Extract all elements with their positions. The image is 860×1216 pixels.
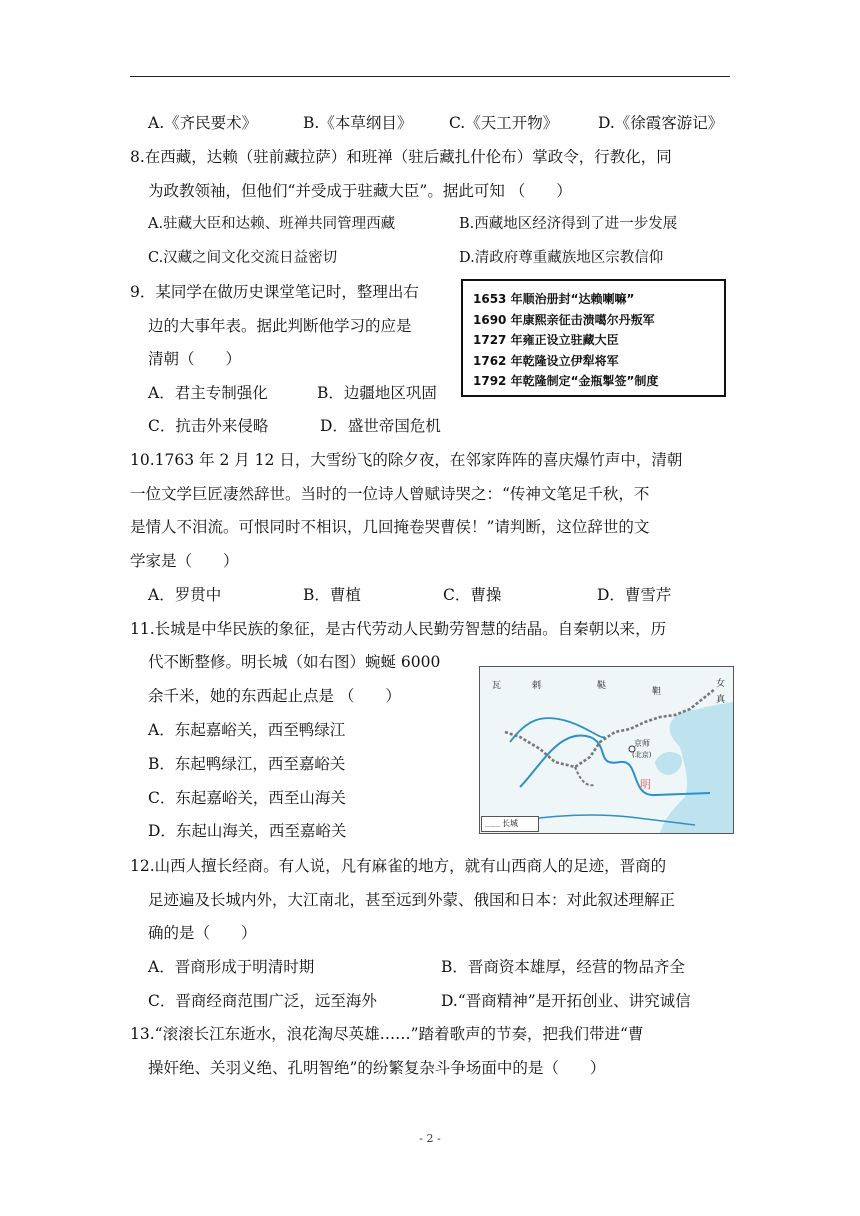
- q7-option-d[interactable]: D.《徐霞客游记》: [598, 114, 724, 132]
- q12-option-c[interactable]: C．晋商经商范围广泛，远至海外: [148, 992, 377, 1010]
- timeline-entry: 1653 年顺治册封“达赖喇嘛”: [473, 292, 635, 306]
- q10-option-d[interactable]: D．曹雪芹: [597, 586, 672, 604]
- q11-option-b[interactable]: B．东起鸭绿江，西至嘉峪关: [148, 755, 346, 773]
- q10-option-a[interactable]: A．罗贯中: [148, 586, 222, 604]
- q11-option-c[interactable]: C．东起嘉峪关，西至山海关: [148, 789, 346, 807]
- q9-stem-line-1: 9．某同学在做历史课堂笔记时，整理出右: [130, 283, 419, 301]
- q9-stem-line-3: 清朝（ ）: [148, 350, 242, 368]
- q11-option-d[interactable]: D．东起山海关，西至嘉峪关: [148, 822, 347, 840]
- q8-stem-line-2: 为政教领袖，但他们“并受成于驻藏大臣”。据此可知 （ ）: [148, 182, 572, 200]
- timeline-entry: 1690 年康熙亲征击溃噶尔丹叛军: [473, 312, 655, 327]
- q10-stem-line-1: 10.1763 年 2 月 12 日，大雪纷飞的除夕夜，在邻家阵阵的喜庆爆竹声中，清朝: [130, 451, 683, 469]
- q8-option-c[interactable]: C.汉藏之间文化交流日益密切: [148, 250, 338, 266]
- q10-option-b[interactable]: B．曹植: [303, 586, 361, 604]
- q9-option-c[interactable]: C．抗击外来侵略: [148, 417, 269, 435]
- q13-stem-line-1: 13.“滚滚长江东逝水，浪花淘尽英雄……”踏着歌声的节奏，把我们带进“曹: [130, 1025, 644, 1043]
- q8-option-a[interactable]: A.驻藏大臣和达赖、班禅共同管理西藏: [148, 216, 396, 232]
- q11-stem-line-2: 代不断整修。明长城（如右图）蜿蜒 6000: [148, 653, 441, 671]
- q10-stem-line-4: 学家是（ ）: [130, 552, 239, 570]
- ming-great-wall-map: [479, 666, 734, 834]
- q9-stem-line-2: 边的大事年表。据此判断他学习的应是: [148, 317, 412, 335]
- q13-stem-line-2: 操奸绝、关羽义绝、孔明智绝”的纷繁复杂斗争场面中的是（ ）: [148, 1059, 606, 1077]
- map-label-nu: 女: [716, 679, 726, 689]
- q8-option-b[interactable]: B.西藏地区经济得到了进一步发展: [459, 216, 678, 232]
- q11-stem-line-1: 11.长城是中华民族的象征，是古代劳动人民勤劳智慧的结晶。自秦朝以来，历: [130, 620, 667, 638]
- timeline-entry: 1727 年雍正设立驻藏大臣: [473, 333, 619, 347]
- map-label-jingshi: 京师: [634, 739, 650, 748]
- q12-stem-line-3: 确的是（ ）: [148, 924, 257, 942]
- q8-stem-line-1: 8.在西藏，达赖（驻前藏拉萨）和班禅（驻后藏扎什伦布）掌政令，行教化，同: [130, 148, 672, 166]
- wall-legend-icon: ﹏﹏: [485, 819, 499, 828]
- q7-option-b[interactable]: B.《本草纲目》: [303, 114, 413, 132]
- q12-option-b[interactable]: B．晋商资本雄厚，经营的物品齐全: [441, 958, 685, 976]
- timeline-table: [461, 279, 726, 397]
- map-label-da: 鞑: [597, 681, 607, 691]
- q11-option-a[interactable]: A．东起嘉峪关，西至鸭绿江: [148, 721, 346, 739]
- map-label-dan: 靼: [652, 687, 662, 697]
- header-rule: [130, 76, 730, 77]
- map-label-zhen: 真: [716, 695, 726, 705]
- q12-option-a[interactable]: A．晋商形成于明清时期: [148, 958, 315, 976]
- q7-option-a[interactable]: A.《齐民要术》: [148, 114, 258, 132]
- q10-stem-line-3: 是情人不泪流。可恨同时不相识，几回掩卷哭曹侯！”请判断，这位辞世的文: [130, 518, 650, 536]
- q12-stem-line-1: 12.山西人擅长经商。有人说，凡有麻雀的地方，就有山西商人的足迹，晋商的: [130, 857, 667, 875]
- q12-stem-line-2: 足迹遍及长城内外，大江南北，甚至远到外蒙、俄国和日本：对此叙述理解正: [148, 891, 676, 909]
- q9-option-a[interactable]: A．君主专制强化: [148, 384, 268, 402]
- q11-stem-line-3: 余千米，她的东西起止点是 （ ）: [148, 687, 401, 705]
- map-label-wa: 瓦: [492, 681, 502, 691]
- timeline-entry: 1762 年乾隆设立伊犁将军: [473, 353, 619, 368]
- q7-option-c[interactable]: C.《天工开物》: [449, 114, 559, 132]
- q10-stem-line-2: 一位文学巨匠凄然辞世。当时的一位诗人曾赋诗哭之：“传神文笔足千秋，不: [130, 485, 650, 503]
- map-label-ming: 明: [640, 778, 651, 791]
- map-label-beijing: (北京): [632, 751, 652, 759]
- q9-option-b[interactable]: B．边疆地区巩固: [317, 384, 437, 402]
- map-label-la: 剌: [532, 681, 542, 691]
- q10-option-c[interactable]: C．曹操: [443, 586, 502, 604]
- q8-option-d[interactable]: D.清政府尊重藏族地区宗教信仰: [459, 250, 664, 266]
- map-legend: [481, 816, 539, 832]
- timeline-entry: 1792 年乾隆制定“金瓶掣签”制度: [473, 374, 659, 388]
- q12-option-d[interactable]: D.“晋商精神”是开拓创业、讲究诚信: [441, 992, 691, 1010]
- map-legend-label: 长城: [502, 819, 518, 828]
- page-number: - 2 -: [419, 1132, 441, 1145]
- q9-option-d[interactable]: D．盛世帝国危机: [320, 417, 441, 435]
